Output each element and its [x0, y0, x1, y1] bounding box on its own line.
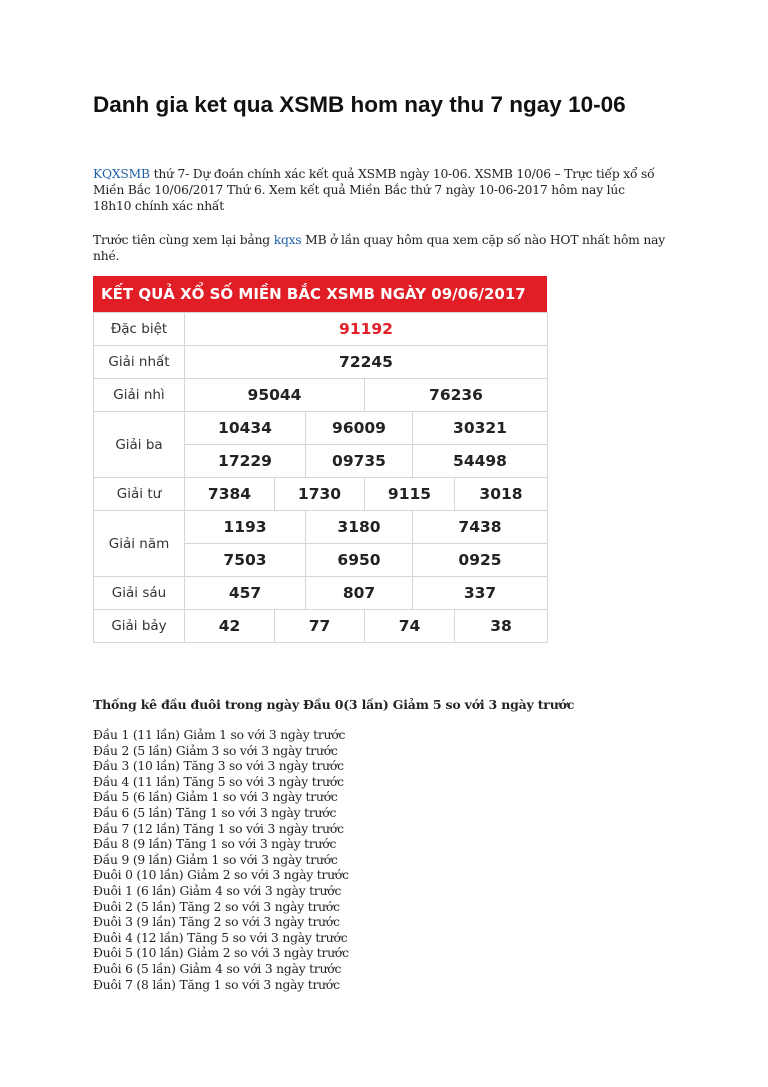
intro-text: thứ 7- Dự đoán chính xác kết quả XSMB ngày 10-06. XSMB 10/06 – Trực tiếp xổ số Miền Bắc 10/06/2017 Thứ 6. Xem kết quả Miền Bắc thứ 7 ngày 10-06-2017 hôm nay lúc 18h10 chính xác nhất	[93, 167, 655, 213]
results-table	[93, 276, 547, 643]
prize-label: Giải ba	[94, 412, 185, 478]
prize-number: 337	[413, 577, 548, 610]
prize-number: 807	[306, 577, 413, 610]
prize-number: 54498	[413, 445, 548, 478]
stats-line: Đầu 3 (10 lần) Tăng 3 so với 3 ngày trước	[93, 759, 344, 774]
row-giai-sau	[94, 577, 548, 610]
stats-line: Đuôi 1 (6 lần) Giảm 4 so với 3 ngày trước	[93, 883, 342, 898]
prize-number: 77	[275, 610, 365, 643]
prize-label: Giải nhất	[94, 346, 185, 379]
stats-line: Đuôi 6 (5 lần) Giảm 4 so với 3 ngày trước	[93, 961, 342, 976]
row-giai-bay	[94, 610, 548, 643]
row-giai-nhi	[94, 379, 548, 412]
prize-number: 09735	[306, 445, 413, 478]
prize-number: 17229	[185, 445, 306, 478]
row-giai-tu	[94, 478, 548, 511]
review-paragraph	[93, 232, 665, 264]
prize-number: 72245	[185, 346, 548, 379]
stats-line: Đuôi 3 (9 lần) Tăng 2 so với 3 ngày trước	[93, 915, 340, 930]
stats-line: Đuôi 4 (12 lần) Tăng 5 so với 3 ngày trước	[93, 930, 348, 945]
prize-number: 9115	[365, 478, 455, 511]
stats-line: Đầu 5 (6 lần) Giảm 1 so với 3 ngày trước	[93, 790, 338, 805]
intro-paragraph	[93, 166, 665, 214]
stats-line: Đầu 9 (9 lần) Giảm 1 so với 3 ngày trước	[93, 852, 338, 867]
prize-number: 76236	[365, 379, 548, 412]
prize-number: 457	[185, 577, 306, 610]
prize-label: Giải tư	[94, 478, 185, 511]
prize-label: Giải sáu	[94, 577, 185, 610]
page-title: Danh gia ket qua XSMB hom nay thu 7 ngay 10-06	[93, 92, 626, 117]
stats-line: Đầu 2 (5 lần) Giảm 3 so với 3 ngày trước	[93, 743, 338, 758]
prize-number: 95044	[185, 379, 365, 412]
prize-number: 96009	[306, 412, 413, 445]
prize-label: Giải bảy	[94, 610, 185, 643]
prize-number: 1193	[185, 511, 306, 544]
prize-number: 7438	[413, 511, 548, 544]
row-giai-nam	[94, 511, 548, 544]
stats-line: Đuôi 5 (10 lần) Giảm 2 so với 3 ngày trước	[93, 946, 349, 961]
stats-line: Đuôi 0 (10 lần) Giảm 2 so với 3 ngày trước	[93, 868, 349, 883]
row-giai-ba	[94, 412, 548, 445]
prize-label: Đặc biệt	[94, 313, 185, 346]
stats-line: Đầu 4 (11 lần) Tăng 5 so với 3 ngày trước	[93, 774, 344, 789]
prize-number: 1730	[275, 478, 365, 511]
stats-line: Đầu 1 (11 lần) Giảm 1 so với 3 ngày trước	[93, 728, 346, 742]
review-text-start: Trước tiên cùng xem lại bảng	[93, 233, 274, 247]
review-text-end: MB ở lần quay hôm qua xem cặp số nào HOT nhất hôm nay nhé.	[93, 233, 665, 263]
kqxs-link[interactable]: kqxs	[273, 233, 302, 247]
stats-line: Đuôi 7 (8 lần) Tăng 1 so với 3 ngày trước	[93, 977, 340, 992]
prize-label: Giải năm	[94, 511, 185, 577]
row-giai-nhat	[94, 346, 548, 379]
prize-number: 0925	[413, 544, 548, 577]
stats-line: Đầu 6 (5 lần) Tăng 1 so với 3 ngày trước	[93, 805, 337, 820]
prize-number: 42	[185, 610, 275, 643]
prize-number: 30321	[413, 412, 548, 445]
stats-heading: Thống kê đầu đuôi trong ngày Đầu 0(3 lần) Giảm 5 so với 3 ngày trước	[93, 697, 575, 712]
stats-line: Đầu 8 (9 lần) Tăng 1 so với 3 ngày trước	[93, 837, 337, 852]
prize-number: 6950	[306, 544, 413, 577]
prize-number: 3018	[455, 478, 548, 511]
row-dac-biet	[94, 313, 548, 346]
prize-label: Giải nhì	[94, 379, 185, 412]
stats-line: Đầu 7 (12 lần) Tăng 1 so với 3 ngày trước	[93, 821, 344, 836]
stats-list	[93, 728, 349, 993]
special-prize-number: 91192	[185, 313, 548, 346]
prize-number: 7503	[185, 544, 306, 577]
prize-number: 7384	[185, 478, 275, 511]
stats-line: Đuôi 2 (5 lần) Tăng 2 so với 3 ngày trước	[93, 899, 340, 914]
prize-number: 3180	[306, 511, 413, 544]
results-table-title: KẾT QUẢ XỔ SỐ MIỀN BẮC XSMB NGÀY 09/06/2017	[93, 276, 547, 312]
prize-number: 10434	[185, 412, 306, 445]
prize-number: 38	[455, 610, 548, 643]
prize-number: 74	[365, 610, 455, 643]
kqxsmb-link[interactable]: KQXSMB	[93, 167, 150, 181]
